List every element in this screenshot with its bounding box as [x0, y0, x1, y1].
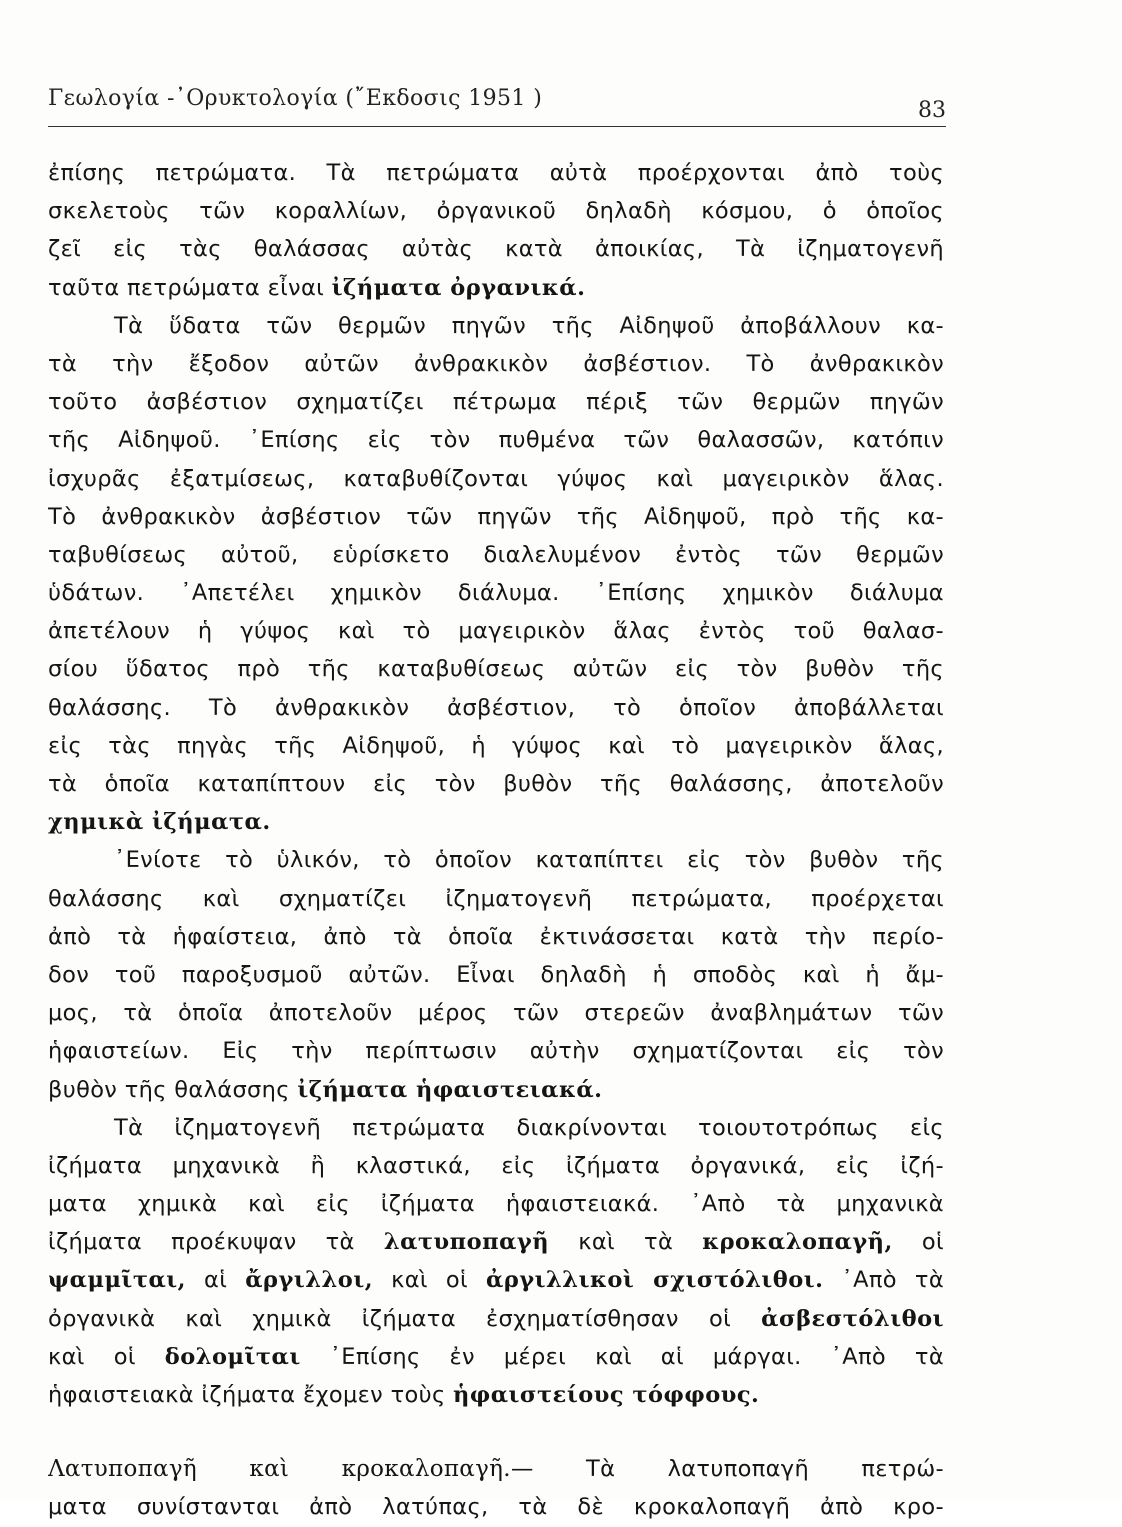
text-line: ἰσχυρᾶς ἐξατμίσεως, καταβυθίζονται γύψος καὶ μαγειρικὸν ἅλας.: [48, 465, 944, 492]
text-run: — Τὰ λατυποπαγῆ πετρώ-: [510, 1456, 944, 1483]
text-run: ᾿Επίσης ἐν μέρει καὶ αἱ μάργαι. ᾿Απὸ τὰ: [300, 1343, 944, 1370]
body-text: [48, 154, 944, 1527]
text-run: ὀργανικὰ καὶ χημικὰ ἰζήματα ἐσχηματίσθησαν οἱ: [48, 1305, 762, 1332]
text-line: τὰ ὁποῖα καταπίπτουν εἰς τὸν βυθὸν τῆς θαλάσσης, ἀποτελοῦν: [48, 771, 944, 797]
text-line: θαλάσσης. Τὸ ἀνθρακικὸν ἀσβέστιον, τὸ ὁποῖον ἀποβάλλεται: [48, 694, 944, 721]
bold-term: ἰζήματα ἡφαιστειακά.: [297, 1076, 603, 1103]
text-line: [48, 1223, 944, 1261]
text-run: οἱ: [892, 1229, 944, 1256]
bold-term: ἰζήματα ὀργανικά.: [331, 274, 586, 301]
text-line: τοῦτο ἀσβέστιον σχηματίζει πέτρωμα πέριξ τῶν θερμῶν πηγῶν: [48, 389, 944, 416]
running-title: Γεωλογία -᾿Ορυκτολογία (῎Εκδοσις 1951 ): [48, 86, 543, 111]
text-line: σκελετοὺς τῶν κοραλλίων, ὀργανικοῦ δηλαδὴ κόσμου, ὁ ὁποῖος: [48, 198, 944, 225]
text-line: [48, 1071, 944, 1109]
text-line: ματα χημικὰ καὶ εἰς ἰζήματα ἡφαιστειακά. ᾿Απὸ τὰ μηχανικὰ: [48, 1191, 944, 1218]
text-line: ἡφαιστείων. Εἰς τὴν περίπτωσιν αὐτὴν σχηματίζονται εἰς τὸν: [48, 1038, 944, 1065]
text-run: ᾿Απὸ τὰ: [823, 1267, 944, 1294]
text-line: ζεῖ εἰς τὰς θαλάσσας αὐτὰς κατὰ ἀποικίας, Τὰ ἰζηματογενῆ: [48, 236, 944, 263]
text-line: μος, τὰ ὁποῖα ἀποτελοῦν μέρος τῶν στερεῶν ἀναβλημάτων τῶν: [48, 1000, 944, 1027]
bold-term: λατυποπαγῆ: [383, 1229, 550, 1256]
text-line: [48, 1338, 944, 1376]
text-line: ἀπετέλουν ἡ γύψος καὶ τὸ μαγειρικὸν ἅλας ἐντὸς τοῦ θαλασ-: [48, 618, 944, 645]
bold-term: ἄργιλλοι,: [245, 1267, 374, 1294]
text-line: ματα συνίστανται ἀπὸ λατύπας, τὰ δὲ κροκαλοπαγῆ ἀπὸ κρο-: [48, 1494, 944, 1521]
text-line: ταβυθίσεως αὐτοῦ, εὑρίσκετο διαλελυμένον ἐντὸς τῶν θερμῶν: [48, 541, 944, 568]
text-line: Τὸ ἀνθρακικὸν ἀσβέστιον τῶν πηγῶν τῆς Αἰδηψοῦ, πρὸ τῆς κα-: [48, 503, 944, 530]
text-run: καὶ τὰ: [549, 1229, 703, 1256]
text-line: [48, 1376, 944, 1414]
text-run: ἰζήματα προέκυψαν τὰ: [48, 1229, 384, 1256]
text-line: δον τοῦ παροξυσμοῦ αὐτῶν. Εἶναι δηλαδὴ ἡ σποδὸς καὶ ἡ ἄμ-: [48, 961, 944, 988]
text-line: τὰ τὴν ἔξοδον αὐτῶν ἀνθρακικὸν ἀσβέστιον. Τὸ ἀνθρακικὸν: [48, 350, 944, 377]
bold-term: χημικὰ ἰζήματα.: [48, 809, 271, 836]
text-line: [48, 1261, 944, 1299]
text-line: [48, 1450, 944, 1488]
text-run: βυθὸν τῆς θαλάσσης: [48, 1076, 298, 1103]
text-line: ὑδάτων. ᾿Απετέλει χημικὸν διάλυμα. ᾿Επίσης χημικὸν διάλυμα: [48, 580, 944, 607]
paragraph-3: [48, 841, 944, 1108]
text-run: αἱ: [186, 1267, 246, 1294]
text-line: [48, 803, 944, 841]
text-line: εἰς τὰς πηγὰς τῆς Αἰδηψοῦ, ἡ γύψος καὶ τὸ μαγειρικὸν ἅλας,: [48, 732, 944, 759]
text-run: καὶ οἱ: [373, 1267, 486, 1294]
text-run: ἡφαιστειακὰ ἰζήματα ἔχομεν τοὺς: [48, 1382, 454, 1408]
bold-term: δολομῖται: [164, 1343, 301, 1370]
text-line: Τὰ ἰζηματογενῆ πετρώματα διακρίνονται τοιουτοτρόπως εἰς: [114, 1114, 944, 1141]
text-line: [48, 269, 944, 307]
text-run: καὶ οἱ: [48, 1343, 165, 1370]
bold-term: ἀργιλλικοὶ σχιστόλιθοι.: [486, 1267, 824, 1294]
text-line: ἐπίσης πετρώματα. Τὰ πετρώματα αὐτὰ προέρχονται ἀπὸ τοὺς: [48, 160, 944, 186]
paragraph-4: [48, 1109, 944, 1415]
bold-term: κροκαλοπαγῆ,: [702, 1229, 893, 1256]
text-line: τῆς Αἰδηψοῦ. ᾿Επίσης εἰς τὸν πυθμένα τῶν θαλασσῶν, κατόπιν: [48, 427, 944, 454]
text-line: ἀπὸ τὰ ἡφαίστεια, ἀπὸ τὰ ὁποῖα ἐκτινάσσεται κατὰ τὴν περίο-: [48, 923, 944, 950]
section-gap: [48, 1414, 944, 1450]
bold-term: ψαμμῖται,: [48, 1267, 186, 1294]
text-line: σίου ὕδατος πρὸ τῆς καταβυθίσεως αὐτῶν εἰς τὸν βυθὸν τῆς: [48, 656, 944, 683]
text-line: [48, 1300, 944, 1338]
text-line: ἰζήματα μηχανικὰ ἢ κλαστικά, εἰς ἰζήματα ὀργανικά, εἰς ἰζή-: [48, 1152, 944, 1179]
text-line: ᾿Ενίοτε τὸ ὑλικόν, τὸ ὁποῖον καταπίπτει εἰς τὸν βυθὸν τῆς: [114, 847, 944, 874]
page-number: 83: [918, 98, 946, 123]
running-header: [48, 86, 946, 127]
text-run: ταῦτα πετρώματα εἶναι: [48, 274, 332, 301]
paragraph-2: [48, 307, 944, 842]
bold-term: ἡφαιστείους τόφφους.: [453, 1382, 760, 1408]
text-line: θαλάσσης καὶ σχηματίζει ἰζηματογενῆ πετρώματα, προέρχεται: [48, 885, 944, 912]
section-heading: Λατυποπαγῆ καὶ κροκαλοπαγῆ.: [48, 1456, 511, 1483]
paragraph-1: [48, 154, 944, 307]
text-line: Τὰ ὕδατα τῶν θερμῶν πηγῶν τῆς Αἰδηψοῦ ἀποβάλλουν κα-: [114, 312, 944, 339]
bold-term: ἀσβεστόλιθοι: [761, 1305, 944, 1332]
section-paragraph: [48, 1450, 944, 1526]
